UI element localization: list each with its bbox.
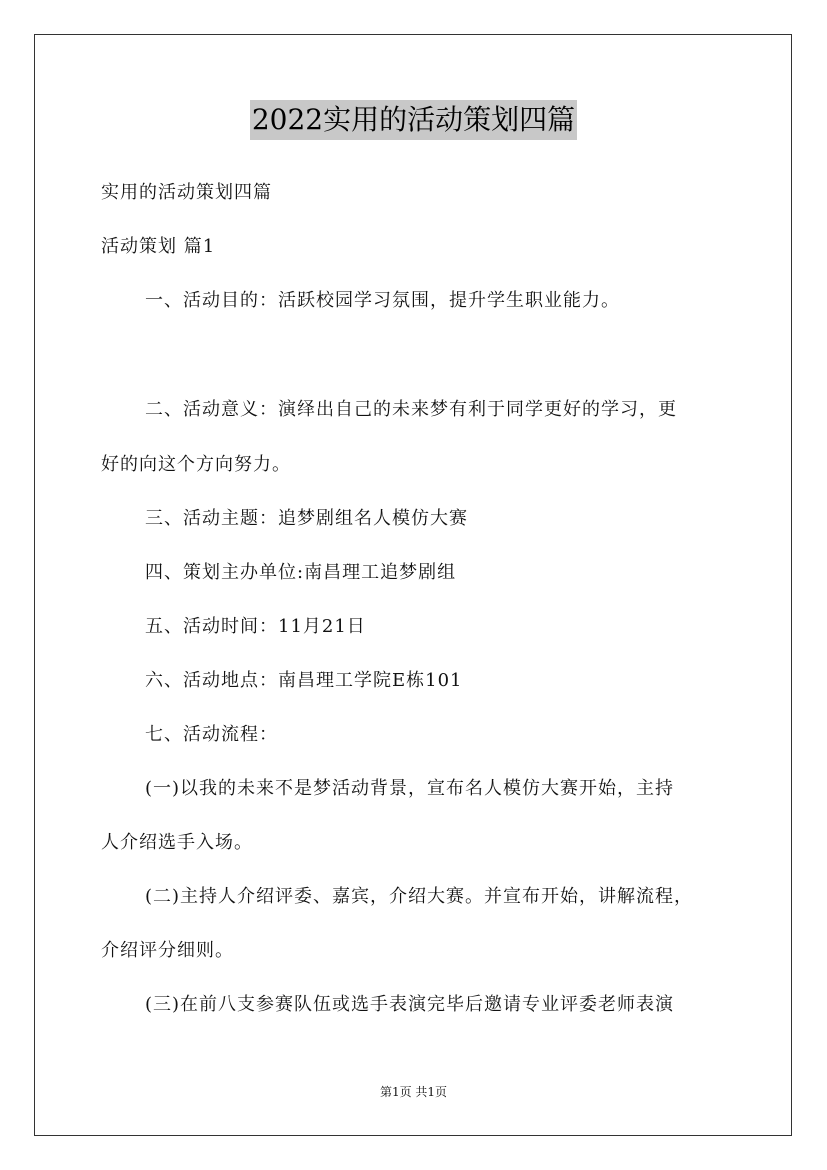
- paragraph-step3-line1: (三)在前八支参赛队伍或选手表演完毕后邀请专业评委老师表演: [145, 994, 675, 1015]
- page-number-footer: 第1页 共1页: [379, 1085, 448, 1099]
- paragraph-organizer: 四、策划主办单位:南昌理工追梦剧组: [145, 562, 457, 583]
- paragraph-purpose: 一、活动目的：活跃校园学习氛围，提升学生职业能力。: [145, 290, 620, 311]
- document-title-container: [0, 100, 827, 140]
- paragraph-theme: 三、活动主题：追梦剧组名人模仿大赛: [145, 508, 468, 529]
- paragraph-process-heading: 七、活动流程：: [145, 724, 278, 745]
- document-subtitle: 实用的活动策划四篇: [101, 182, 272, 203]
- paragraph-significance-line2: 好的向这个方向努力。: [101, 454, 291, 475]
- paragraph-step1-line2: 人介绍选手入场。: [101, 832, 253, 853]
- paragraph-location: 六、活动地点：南昌理工学院E栋101: [145, 670, 463, 691]
- paragraph-step2-line2: 介绍评分细则。: [101, 940, 234, 961]
- section-heading: 活动策划 篇1: [101, 236, 216, 257]
- paragraph-step1-line1: (一)以我的未来不是梦活动背景，宣布名人模仿大赛开始，主持: [145, 778, 675, 799]
- paragraph-step2-line1: (二)主持人介绍评委、嘉宾，介绍大赛。并宣布开始，讲解流程，: [145, 886, 694, 907]
- paragraph-time: 五、活动时间：11月21日: [145, 616, 366, 637]
- document-title: 2022实用的活动策划四篇: [250, 100, 577, 140]
- paragraph-significance-line1: 二、活动意义：演绎出自己的未来梦有利于同学更好的学习，更: [145, 399, 677, 420]
